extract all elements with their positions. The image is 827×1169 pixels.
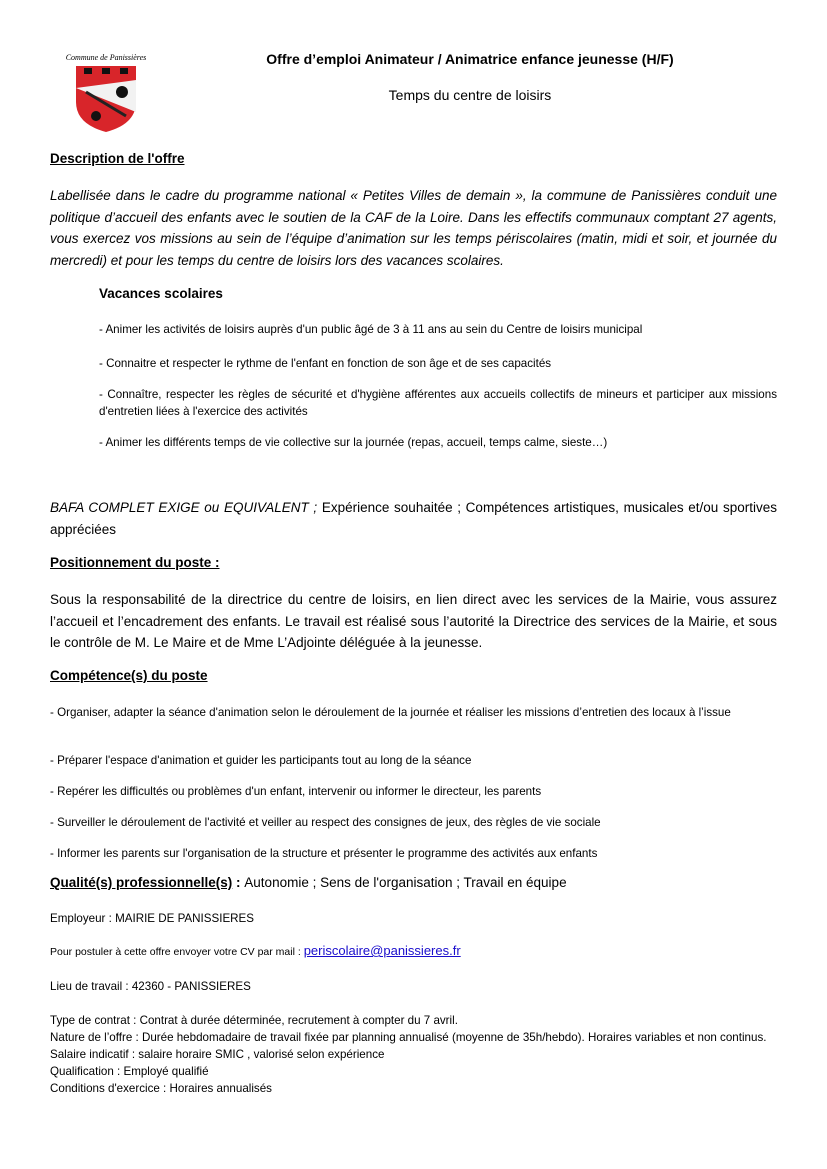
employeur: Employeur : MAIRIE DE PANISSIERES xyxy=(50,912,255,925)
detail-line: Salaire indicatif : salaire horaire SMIC , valorisé selon expérience xyxy=(50,1048,385,1061)
qualites-sep: : xyxy=(232,875,245,890)
detail-line: Conditions d'exercice : Horaires annualisés xyxy=(50,1082,272,1095)
lieu: Lieu de travail : 42360 - PANISSIERES xyxy=(50,980,251,993)
qualites-line xyxy=(50,875,777,890)
vacances-item: - Connaitre et respecter le rythme de l'enfant en fonction de son âge et de ses capacités xyxy=(99,357,552,370)
bafa-requirement: BAFA COMPLET EXIGE ou EQUIVALENT ; xyxy=(50,500,318,515)
vacances-heading: Vacances scolaires xyxy=(99,286,223,301)
vacances-item: - Animer les activités de loisirs auprès d'un public âgé de 3 à 11 ans au sein du Centre de loisirs municipal xyxy=(99,323,643,336)
details-block xyxy=(50,1012,777,1097)
qualites-text: Autonomie ; Sens de l'organisation ; Travail en équipe xyxy=(244,875,567,890)
page-subtitle: Temps du centre de loisirs xyxy=(388,87,552,103)
requirements-text xyxy=(50,497,777,540)
competence-item: - Informer les parents sur l'organisation de la structure et présenter le programme des activités aux enfants xyxy=(50,847,598,860)
positionnement-heading: Positionnement du poste : xyxy=(50,555,220,570)
qualites-heading: Qualité(s) professionnelle(s) xyxy=(50,875,233,890)
detail-line: Qualification : Employé qualifié xyxy=(50,1065,209,1078)
description-heading: Description de l'offre xyxy=(50,151,185,166)
postuler-line xyxy=(50,943,777,958)
detail-line: Type de contrat : Contrat à durée déterminée, recrutement à compter du 7 avril. xyxy=(50,1014,458,1027)
page-title: Offre d’emploi Animateur / Animatrice enfance jeunesse (H/F) xyxy=(266,51,674,67)
positionnement-text: Sous la responsabilité de la directrice du centre de loisirs, en lien direct avec les services de la Mairie, vous assurez l’accueil et l’encadrement des enfants. Le travail est réalisé sous l’autorité la Directrice des services de la Mairie, et sous le contrôle de M. Le Maire et de Mme L’Adjointe déléguée à la jeunesse. xyxy=(50,592,777,650)
competence-item: - Repérer les difficultés ou problèmes d'un enfant, intervenir ou informer le directeur, les parents xyxy=(50,785,542,798)
competence-item: - Préparer l'espace d'animation et guider les participants tout au long de la séance xyxy=(50,754,472,767)
svg-text:Commune de Panissières: Commune de Panissières xyxy=(65,53,147,62)
postuler-label: Pour postuler à cette offre envoyer votre CV par mail : xyxy=(50,946,304,958)
commune-logo xyxy=(60,52,152,134)
competence-item: - Surveiller le déroulement de l'activité et veiller au respect des consignes de jeux, des règles de vie sociale xyxy=(50,816,601,829)
competence-item: - Organiser, adapter la séance d'animation selon le déroulement de la journée et réaliser les missions d’entretien des locaux à l’issue xyxy=(50,706,731,719)
vacances-item: - Animer les différents temps de vie collective sur la journée (repas, accueil, temps calme, sieste…) xyxy=(99,436,608,449)
requirements-rest: Expérience souhaitée ; Compétences artistiques, musicales et/ou sportives appréciées xyxy=(50,500,777,537)
vacances-item: - Connaître, respecter les règles de sécurité et d'hygiène afférentes aux accueils collectifs de mineurs et participer aux missions d'entretien liées à l'exercice des activités xyxy=(99,388,777,418)
email-link[interactable]: periscolaire@panissieres.fr xyxy=(303,943,461,958)
detail-line: Nature de l’offre : Durée hebdomadaire de travail fixée par planning annualisé (moyenne de 35h/hebdo). Horaires variables et non continus. xyxy=(50,1031,767,1044)
competences-heading: Compétence(s) du poste xyxy=(50,668,208,683)
description-text: Labellisée dans le cadre du programme national « Petites Villes de demain », la commune de Panissières conduit une politique d’accueil des enfants avec le soutien de la CAF de la Loire. Dans les effectifs communaux comptant 27 agents, vous exercez vos missions au sein de l’équipe d’animation sur les temps périscolaires (matin, midi et soir, et journée du mercredi) et pour les temps du centre de loisirs lors des vacances scolaires. xyxy=(50,188,777,268)
